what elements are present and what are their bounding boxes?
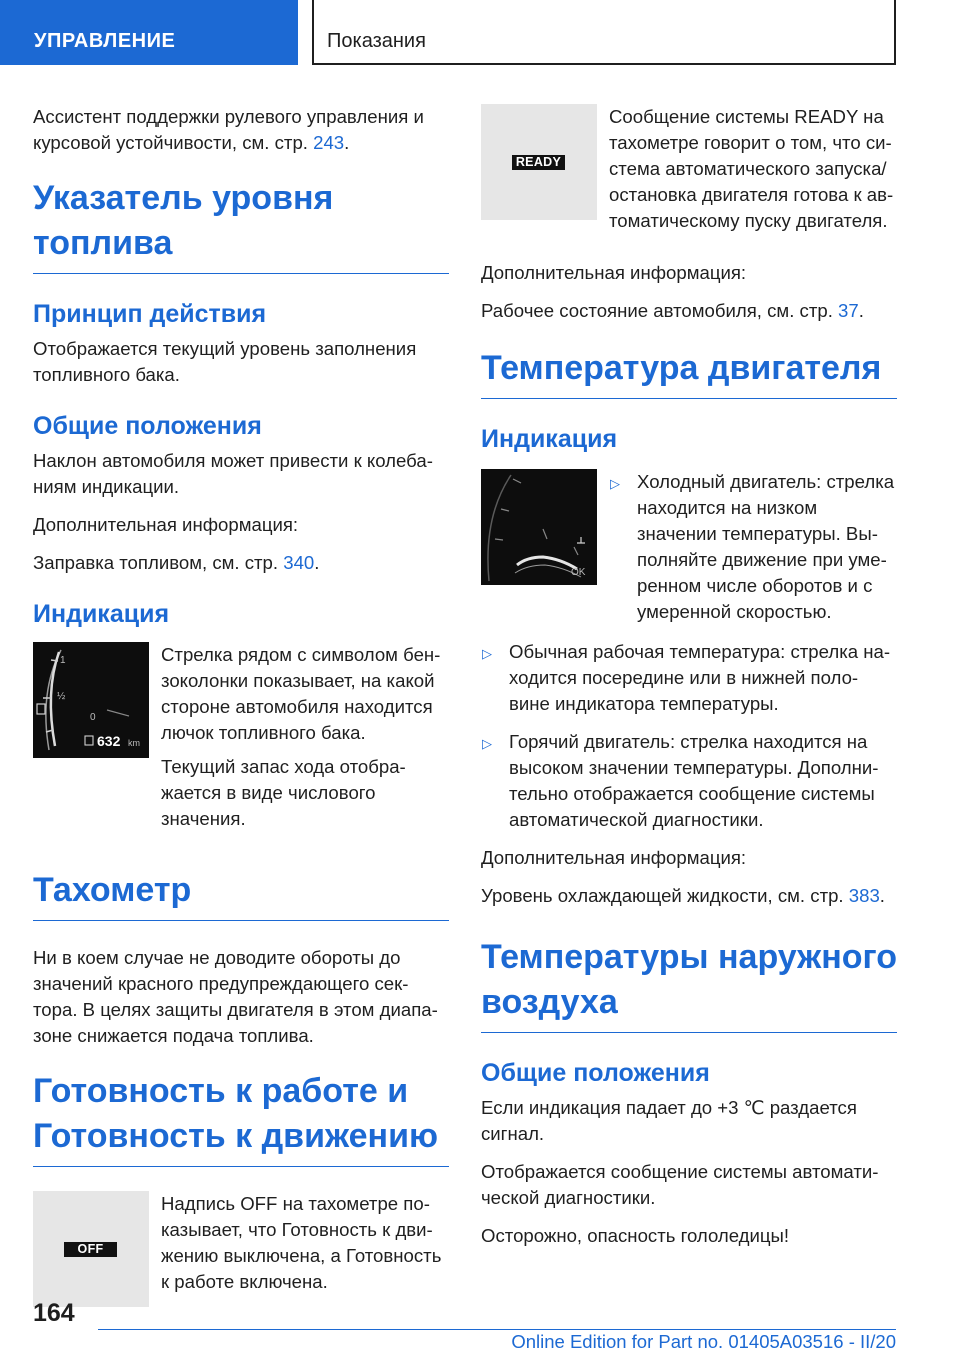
coolant-ref-text: Уровень охлаждающей жидкости, см. стр. xyxy=(481,885,849,906)
tachometer-heading: Тахометр xyxy=(33,868,449,921)
triangle-bullet-icon: ▷ xyxy=(610,476,620,491)
gauge-tick-full: 1 xyxy=(60,655,66,666)
more-info-label-2: Дополнительная информация: xyxy=(481,262,747,283)
edition-footer[interactable]: Online Edition for Part no. 01405A03516 - II/20 xyxy=(511,1331,896,1352)
vehicle-state-reference xyxy=(481,298,897,324)
display-text-2: Текущий запас хода отобра-жается в виде числового значения. xyxy=(161,756,406,829)
gauge-tick-empty: 0 xyxy=(90,712,96,723)
engine-temp-heading: Температура двигателя xyxy=(481,346,897,399)
triangle-bullet-icon: ▷ xyxy=(482,736,492,751)
engine-temp-figure xyxy=(481,469,897,637)
off-figure xyxy=(33,1191,449,1307)
refuel-ref-text: Заправка топливом, см. стр. xyxy=(33,552,284,573)
footer-divider xyxy=(98,1329,896,1330)
coolant-ref-end: . xyxy=(879,885,885,906)
right-column xyxy=(481,104,897,1261)
display-text-1: Стрелка рядом с символом бен-зоколонки показывает, на какой стороне автомобиля находится лючок топливного бака. xyxy=(161,644,441,743)
engine-temp-bullets xyxy=(481,639,897,833)
general-heading: Общие положения xyxy=(33,412,262,440)
off-badge: OFF xyxy=(64,1242,117,1257)
section-tab[interactable]: УПРАВЛЕНИЕ xyxy=(0,0,298,65)
fuel-gauge-heading: Указатель уровня топлива xyxy=(33,176,449,274)
page-number: 164 xyxy=(33,1299,75,1327)
refuel-ref-end: . xyxy=(314,552,320,573)
vehicle-state-ref-end: . xyxy=(858,300,864,321)
bullet-cold-text: Холодный двигатель: стрелка находится на низком значении температуры. Вы-полняйте движение при уме-ренном числе оборотов и с умеренной скоростью. xyxy=(637,471,895,622)
coolant-reference xyxy=(481,883,897,909)
outside-temp-p1: Если индикация падает до +3 ℃ раздается сигнал. xyxy=(481,1097,857,1144)
general-text: Наклон автомобиля может привести к колеба-ниям индикации. xyxy=(33,450,433,497)
outside-temp-p2: Отображается сообщение системы автомати-ческой диагностики. xyxy=(481,1161,879,1208)
bullet-hot-text: Горячий двигатель: стрелка находится на высоком значении температуры. Дополни-тельно отображается сообщение системы автоматической диагностики. xyxy=(509,731,879,830)
page-link-243[interactable]: 243 xyxy=(313,132,345,153)
principle-text: Отображается текущий уровень заполнения топливного бака. xyxy=(33,338,417,385)
gauge-ok-label: OK xyxy=(571,567,586,578)
page-link-340[interactable]: 340 xyxy=(283,552,315,573)
range-unit: km xyxy=(128,738,140,748)
page-link-37[interactable]: 37 xyxy=(838,300,859,321)
outside-temp-p3: Осторожно, опасность гололедицы! xyxy=(481,1225,790,1246)
off-text: Надпись OFF на тахометре по-казывает, что Готовность к дви-жению выключена, а Готовность к работе включена. xyxy=(161,1193,442,1292)
bullet-normal-text: Обычная рабочая температура: стрелка на-ходится посередине или в нижней поло-вине индикатора температуры. xyxy=(509,641,891,714)
range-value: 632 xyxy=(97,733,121,749)
tachometer-text: Ни в коем случае не доводите обороты до значений красного предупреждающего сек-тора. В целях защиты двигателя в этом диапа-зоне снижается подача топлива. xyxy=(33,947,438,1046)
page-link-383[interactable]: 383 xyxy=(848,885,880,906)
ready-badge: READY xyxy=(512,155,565,170)
outside-temp-heading: Температуры наружного воздуха xyxy=(481,935,897,1033)
engine-temp-gauge-image xyxy=(481,469,597,585)
principle-heading: Принцип действия xyxy=(33,300,267,328)
ready-text: Сообщение системы READY на тахометре говорит о том, что си-стема автоматического запуска/остановка двигателя готова к ав-томатическому пуску двигателя. xyxy=(609,106,894,231)
refuel-reference xyxy=(33,550,449,576)
intro-text: Ассистент поддержки рулевого управления и курсовой устойчивости, см. стр. xyxy=(33,106,424,153)
fuel-gauge-image xyxy=(33,642,149,758)
subsection-header: Показания xyxy=(312,0,896,65)
display-heading: Индикация xyxy=(33,600,170,628)
engine-temp-sub: Индикация xyxy=(481,425,618,453)
ready-figure xyxy=(481,104,897,246)
triangle-bullet-icon: ▷ xyxy=(482,646,492,661)
bullet-normal xyxy=(481,639,897,717)
intro-end: . xyxy=(344,132,350,153)
ready-indicator-image xyxy=(481,104,597,220)
outside-temp-sub: Общие положения xyxy=(481,1059,710,1087)
bullet-cold xyxy=(609,469,897,625)
bullet-hot xyxy=(481,729,897,833)
readiness-heading: Готовность к работе и Готовность к движению xyxy=(33,1069,449,1167)
intro-paragraph xyxy=(33,104,449,156)
off-indicator-image xyxy=(33,1191,149,1307)
fuel-display-figure xyxy=(33,642,449,758)
vehicle-state-ref-text: Рабочее состояние автомобиля, см. стр. xyxy=(481,300,839,321)
more-info-label-3: Дополнительная информация: xyxy=(481,847,747,868)
gauge-tick-half: ½ xyxy=(57,691,66,702)
left-column xyxy=(33,104,449,1307)
more-info-label: Дополнительная информация: xyxy=(33,514,299,535)
